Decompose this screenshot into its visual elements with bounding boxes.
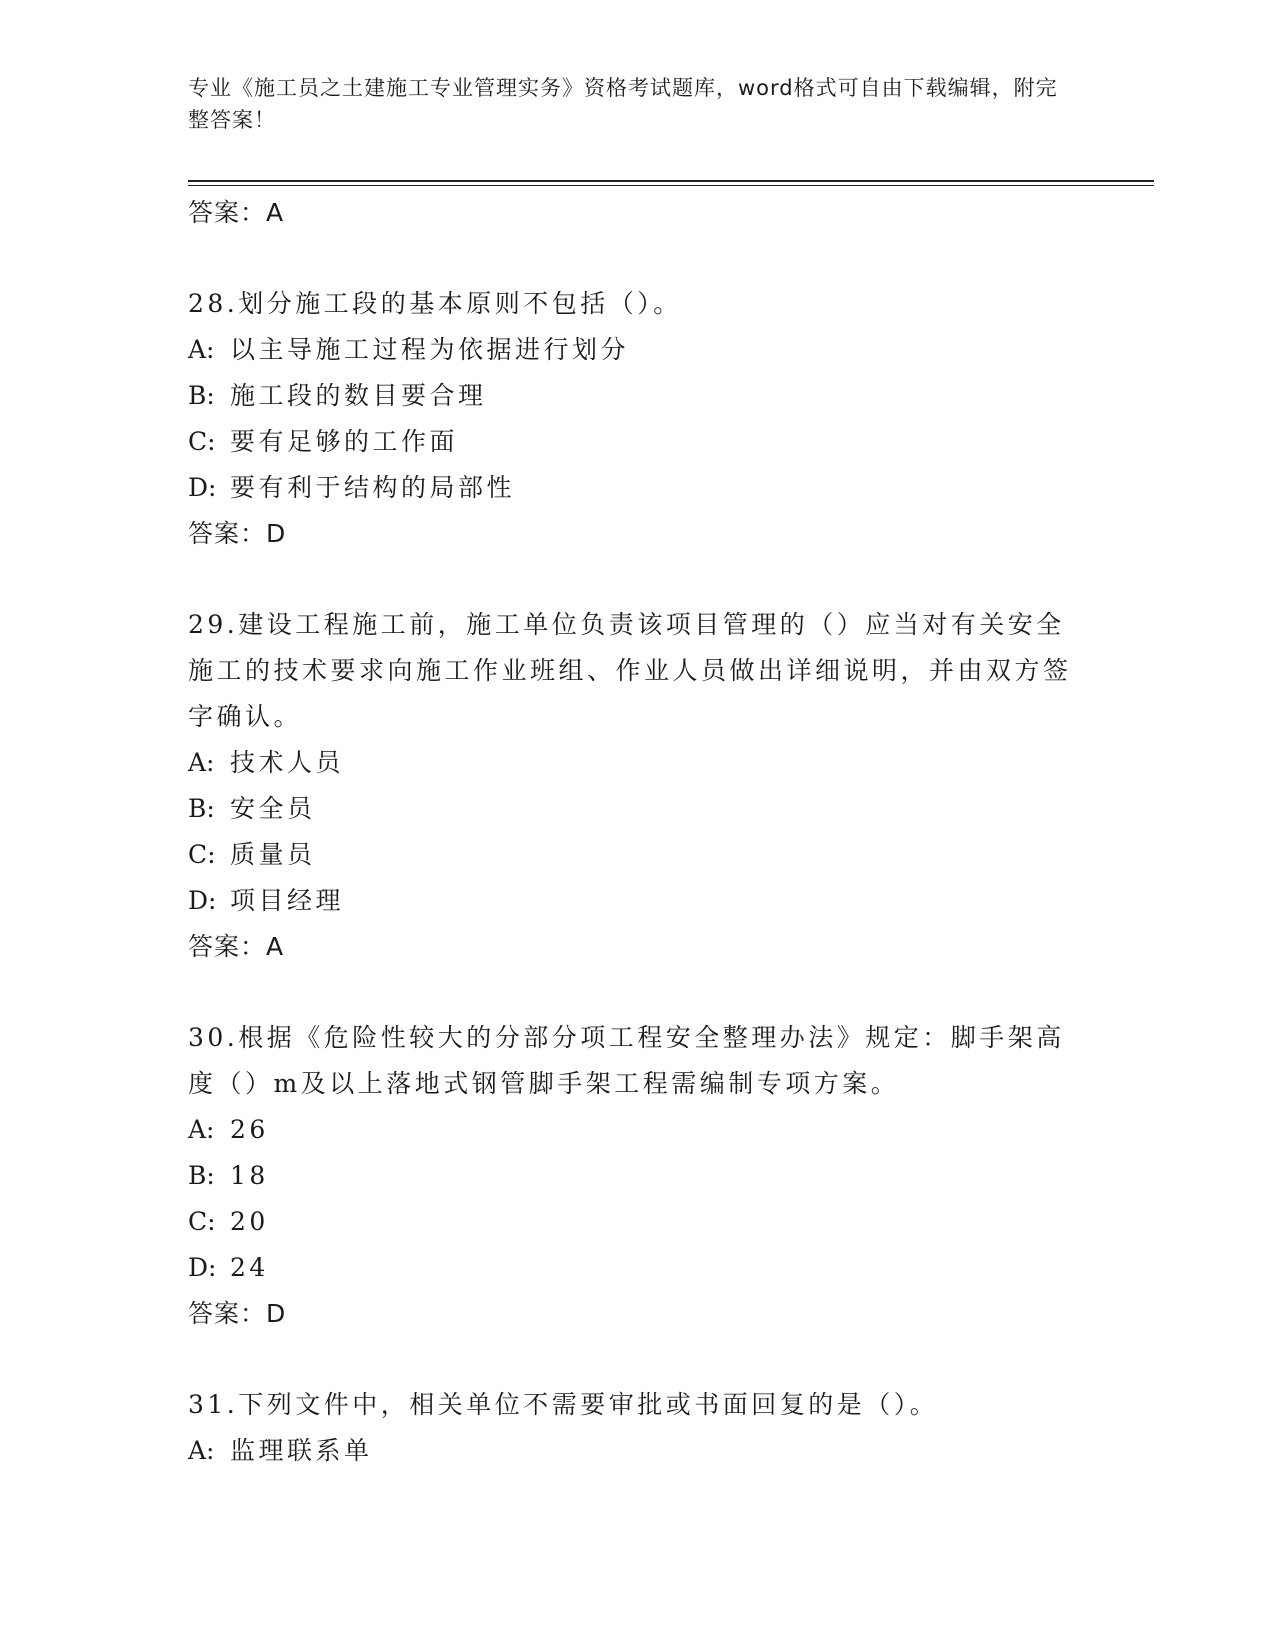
option-c xyxy=(188,1199,1088,1245)
option-c xyxy=(188,419,1088,465)
option-text: 26 xyxy=(230,1115,269,1144)
option-letter: A: xyxy=(188,1115,215,1144)
option-letter: A: xyxy=(188,1436,215,1465)
option-b xyxy=(188,373,1088,419)
option-letter: C: xyxy=(188,427,216,456)
option-c xyxy=(188,832,1088,878)
option-a xyxy=(188,1107,1088,1153)
option-a xyxy=(188,740,1088,786)
option-d xyxy=(188,1245,1088,1291)
question-list xyxy=(188,190,1088,1474)
option-text: 安全员 xyxy=(230,794,316,823)
option-b xyxy=(188,1153,1088,1199)
option-letter: B: xyxy=(188,381,215,410)
option-b xyxy=(188,786,1088,832)
option-letter: A: xyxy=(188,748,215,777)
header-rule-thick xyxy=(188,180,1154,182)
option-letter: C: xyxy=(188,840,216,869)
question-stem: 28.划分施工段的基本原则不包括（）。 xyxy=(188,289,682,318)
option-letter: D: xyxy=(188,1253,217,1282)
option-letter: A: xyxy=(188,335,215,364)
option-text: 20 xyxy=(230,1207,269,1236)
question-stem: 29.建设工程施工前，施工单位负责该项目管理的（）应当对有关安全施工的技术要求向施工作业班组、作业人员做出详细说明，并由双方签字确认。 xyxy=(188,610,1072,731)
header-rule-thin xyxy=(188,185,1154,186)
option-letter: C: xyxy=(188,1207,216,1236)
option-a xyxy=(188,327,1088,373)
question-stem: 31.下列文件中，相关单位不需要审批或书面回复的是（）。 xyxy=(188,1390,939,1419)
option-text: 质量员 xyxy=(230,840,316,869)
option-d xyxy=(188,465,1088,511)
option-text: 18 xyxy=(230,1161,269,1190)
option-d xyxy=(188,878,1088,924)
answer-line: 答案：A xyxy=(188,932,285,961)
option-text: 要有足够的工作面 xyxy=(230,427,459,456)
option-letter: B: xyxy=(188,794,215,823)
option-a xyxy=(188,1428,1088,1474)
option-text: 24 xyxy=(230,1253,269,1282)
answer-line: 答案：A xyxy=(188,198,285,227)
option-letter: D: xyxy=(188,473,217,502)
option-text: 监理联系单 xyxy=(230,1436,373,1465)
question-stem: 30.根据《危险性较大的分部分项工程安全整理办法》规定：脚手架高度（）m及以上落地式钢管脚手架工程需编制专项方案。 xyxy=(188,1023,1065,1098)
option-text: 要有利于结构的局部性 xyxy=(230,473,516,502)
option-text: 技术人员 xyxy=(230,748,345,777)
option-text: 施工段的数目要合理 xyxy=(230,381,487,410)
page-header-text: 专业《施工员之土建施工专业管理实务》资格考试题库，word格式可自由下载编辑，附完整答案！ xyxy=(188,76,1058,132)
option-letter: B: xyxy=(188,1161,215,1190)
answer-line: 答案：D xyxy=(188,519,287,548)
option-text: 以主导施工过程为依据进行划分 xyxy=(230,335,630,364)
option-letter: D: xyxy=(188,886,217,915)
answer-line: 答案：D xyxy=(188,1299,287,1328)
option-text: 项目经理 xyxy=(230,886,345,915)
